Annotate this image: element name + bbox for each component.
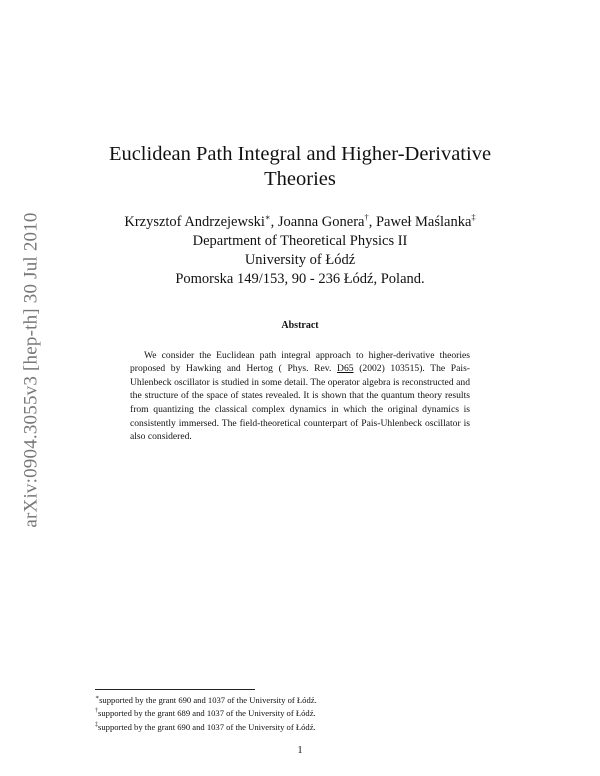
abstract-text: [130, 349, 470, 444]
author-separator: ,: [368, 213, 376, 230]
footnote-text: supported by the grant 690 and 1037 of the University of Łódź.: [98, 721, 316, 732]
paper-title-line-1: Euclidean Path Integral and Higher-Derivative: [108, 143, 492, 165]
footnotes: [95, 693, 475, 733]
author-name: Krzysztof Andrzejewski: [124, 213, 265, 230]
footnote-text: supported by the grant 690 and 1037 of the University of Łódź.: [99, 694, 317, 705]
page-number: 1: [297, 745, 303, 756]
footnote-marker: ‡: [95, 721, 98, 728]
footnote-divider: [95, 689, 255, 690]
footnote-marker: †: [95, 708, 98, 715]
abstract-heading: Abstract: [281, 320, 319, 331]
arxiv-identifier-text: arXiv:0904.3055v3 [hep-th] 30 Jul 2010: [21, 212, 43, 528]
footnote-item: [95, 706, 475, 719]
affiliation-address: Pomorska 149/153, 90 - 236 Łódź, Poland.: [175, 270, 425, 287]
footnote-item: [95, 693, 475, 706]
abstract-text-part-2: (2002) 103515). The Pais-Uhlenbeck oscillator is studied in some detail. The operator algebra is reconstructed and the structure of the space of states revealed. It is shown that the quantum theory results from quantizing the classical complex dynamics in which the original dynamics is consistently immersed. The field-theoretical counterpart of Pais-Uhlenbeck oscillator is also considered.: [130, 363, 470, 443]
footnote-marker: ∗: [95, 695, 100, 701]
affiliation-department: Department of Theoretical Physics II: [192, 232, 408, 249]
journal-volume-link[interactable]: D65: [337, 363, 354, 375]
footnote-marker: †: [364, 212, 369, 222]
abstract-text-part-1: We consider the Euclidean path integral approach to higher-derivative theories proposed by Hawking and Hertog ( Phys. Rev.: [130, 349, 470, 375]
arxiv-identifier-stamp: [12, 205, 52, 535]
footnote-marker: ∗: [264, 212, 271, 222]
author-block: [60, 208, 540, 289]
paper-title: [60, 142, 540, 192]
footnote-text: supported by the grant 689 and 1037 of the University of Łódź.: [98, 708, 316, 719]
footnote-marker: ‡: [471, 212, 476, 222]
author-names: [60, 208, 540, 232]
affiliation-university: University of Łódź: [244, 251, 356, 268]
author-name: Paweł Maślanka: [375, 213, 472, 230]
author-separator: ,: [270, 213, 278, 230]
footnote-item: [95, 720, 475, 733]
author-name: Joanna Gonera: [277, 213, 365, 230]
paper-title-line-2: Theories: [264, 168, 336, 190]
